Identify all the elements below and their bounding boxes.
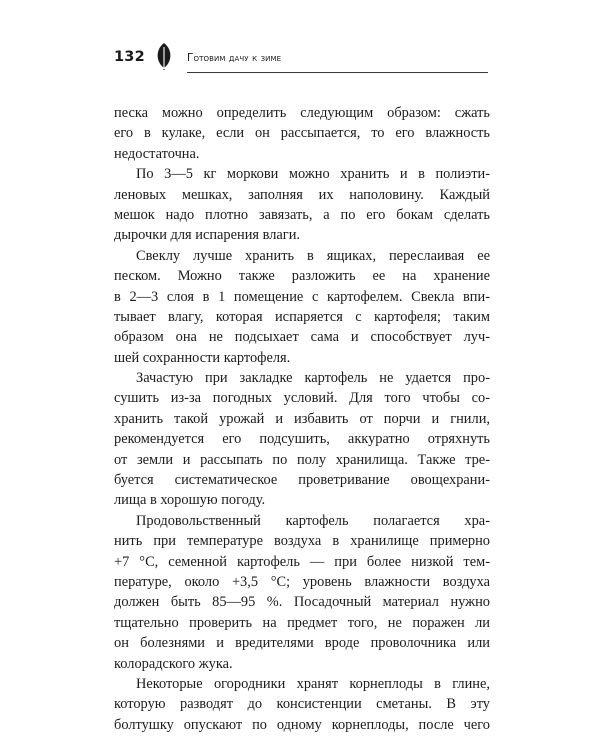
- text-line: шей сохранности картофеля.: [114, 349, 291, 366]
- page-number: 132: [114, 49, 145, 65]
- text-line: недостаточна.: [114, 145, 200, 162]
- text-line: колорадского жука.: [114, 655, 233, 672]
- text-line: Зачастую при закладке картофель не удается про-: [136, 370, 490, 387]
- text-line: рекомендуется его подсушить, аккуратно отряхнуть: [114, 431, 490, 448]
- text-line: должен быть 85—95 %. Посадочный материал нужно: [114, 594, 490, 611]
- text-line: дырочки для испарения влаги.: [114, 227, 301, 244]
- text-line: мешок надо плотно завязать, а по его бокам сделать: [114, 206, 490, 223]
- text-line: буется систематическое проветривание овощехрани-: [114, 472, 490, 489]
- text-line: Некоторые огородники хранят корнеплоды в глине,: [136, 675, 490, 692]
- text-line: пературе, около +3,5 °С; уровень влажности воздуха: [114, 573, 490, 590]
- text-line: песка можно определить следующим образом: сжать: [114, 105, 490, 121]
- text-line: тщательно проверить на предмет того, не поражен ли: [114, 614, 490, 631]
- text-line: болтушку опускают по одному корнеплоды, после чего: [114, 716, 490, 733]
- text-line: тывает влагу, которая испаряется с картофеля; таким: [114, 308, 490, 325]
- text-line: которую разводят до консистенции сметаны. В эту: [114, 696, 490, 713]
- text-line: его в кулаке, если он рассыпается, то его влажность: [114, 125, 490, 142]
- text-line: в 2—3 слоя в 1 помещение с картофелем. Свекла впи-: [114, 288, 490, 305]
- body-text: [114, 103, 490, 735]
- running-title: Готовим дачу к зиме: [187, 52, 282, 64]
- text-line: сушить из-за погодных условий. Для того чтобы со-: [114, 390, 490, 407]
- text-line: Свеклу лучше хранить в ящиках, переслаивая ее: [136, 247, 490, 264]
- text-line: Продовольственный картофель полагается хра-: [136, 512, 490, 529]
- text-line: нить при температуре воздуха в хранилище примерно: [114, 533, 490, 550]
- text-line: хранить такой урожай и избавить от порчи и гнили,: [114, 410, 490, 427]
- text-line: леновых мешках, заполняя их наполовину. Каждый: [114, 186, 490, 203]
- text-line: +7 °С, семенной картофель — при более низкой тем-: [114, 553, 490, 570]
- leaf-icon: [155, 42, 173, 70]
- text-line: от земли и рассыпать по полу хранилища. Также тре-: [114, 451, 490, 468]
- header-rule: [187, 72, 488, 73]
- text-line: образом она не подсыхает сама и способствует луч-: [114, 329, 490, 346]
- text-line: По 3—5 кг моркови можно хранить и в полиэти-: [136, 166, 490, 183]
- text-line: песком. Можно также разложить ее на хранение: [114, 268, 490, 285]
- text-line: лища в хорошую погоду.: [114, 492, 266, 509]
- text-line: он болезнями и вредителями вроде проволочника или: [114, 635, 490, 652]
- page-header: [114, 40, 488, 74]
